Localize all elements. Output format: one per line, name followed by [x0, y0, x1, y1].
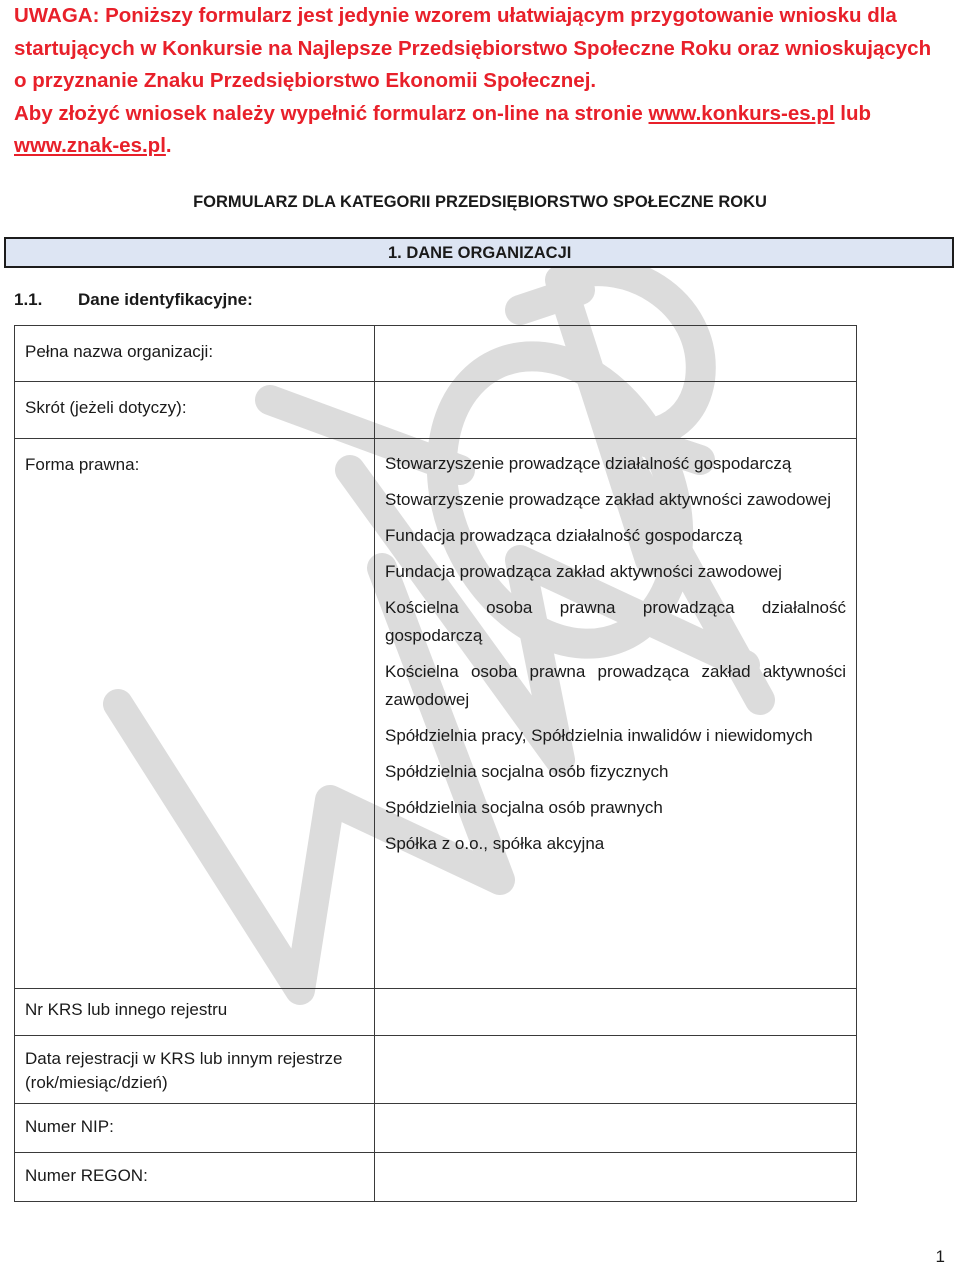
legal-form-option[interactable]: Kościelna osoba prawna prowadząca zakład aktywności zawodowej	[385, 662, 846, 709]
notice-instructions-prefix: Aby złożyć wniosek należy wypełnić formularz on-line na stronie	[14, 101, 649, 125]
notice-paragraph	[14, 0, 944, 163]
notice-instructions-mid: lub	[834, 101, 872, 125]
table-row	[15, 1104, 857, 1153]
table-row	[15, 439, 857, 989]
legal-form-option[interactable]: Spółka z o.o., spółka akcyjna	[385, 834, 605, 853]
table-row	[15, 1153, 857, 1202]
form-title: FORMULARZ DLA KATEGORII PRZEDSIĘBIORSTWO SPOŁECZNE ROKU	[193, 193, 767, 211]
znak-link[interactable]: www.znak-es.pl	[14, 134, 166, 157]
full-name-field[interactable]	[375, 326, 857, 382]
section-bar	[4, 237, 954, 268]
registration-date-label: Data rejestracji w KRS lub innym rejestrze (rok/miesiąc/dzień)	[15, 1036, 375, 1104]
legal-form-option[interactable]: Stowarzyszenie prowadzące zakład aktywności zawodowej	[385, 490, 831, 509]
table-row	[15, 1036, 857, 1104]
legal-form-options	[375, 439, 857, 989]
regon-label: Numer REGON:	[15, 1153, 375, 1202]
legal-form-option[interactable]: Fundacja prowadząca zakład aktywności zawodowej	[385, 562, 782, 581]
short-name-label: Skrót (jeżeli dotyczy):	[15, 382, 375, 439]
konkurs-link[interactable]: www.konkurs-es.pl	[648, 101, 835, 125]
subsection-heading	[14, 290, 253, 310]
legal-form-option[interactable]: Stowarzyszenie prowadzące działalność gospodarczą	[385, 454, 792, 473]
krs-field[interactable]	[375, 989, 857, 1036]
table-row	[15, 989, 857, 1036]
legal-form-option[interactable]: Fundacja prowadząca działalność gospodarczą	[385, 526, 743, 545]
subsection-number: 1.1.	[14, 290, 43, 309]
table-row	[15, 382, 857, 439]
section-title: 1. DANE ORGANIZACJI	[388, 244, 572, 262]
legal-form-option[interactable]: Spółdzielnia socjalna osób prawnych	[385, 798, 663, 817]
legal-form-option[interactable]: Spółdzielnia pracy, Spółdzielnia inwalidów i niewidomych	[385, 726, 813, 745]
identification-table	[14, 325, 857, 1202]
notice-instructions	[14, 98, 944, 163]
legal-form-option[interactable]: Spółdzielnia socjalna osób fizycznych	[385, 762, 669, 781]
table-row	[15, 326, 857, 382]
subsection-title: Dane identyfikacyjne:	[78, 290, 253, 309]
full-name-label: Pełna nazwa organizacji:	[15, 326, 375, 382]
page-number: 1	[935, 1247, 945, 1266]
legal-form-label: Forma prawna:	[15, 439, 375, 989]
short-name-field[interactable]	[375, 382, 857, 439]
krs-label: Nr KRS lub innego rejestru	[15, 989, 375, 1036]
registration-date-field[interactable]	[375, 1036, 857, 1104]
legal-form-option[interactable]: Kościelna osoba prawna prowadząca działalność gospodarczą	[385, 598, 846, 645]
nip-field[interactable]	[375, 1104, 857, 1153]
notice-text: UWAGA: Poniższy formularz jest jedynie wzorem ułatwiającym przygotowanie wniosku dla startujących w Konkursie na Najlepsze Przedsiębiorstwo Społeczne Roku oraz wnioskujących o przyznanie Znaku Przedsiębiorstwo Ekonomii Społecznej.	[14, 4, 932, 92]
nip-label: Numer NIP:	[15, 1104, 375, 1153]
notice-instructions-suffix: .	[165, 134, 172, 157]
regon-field[interactable]	[375, 1153, 857, 1202]
